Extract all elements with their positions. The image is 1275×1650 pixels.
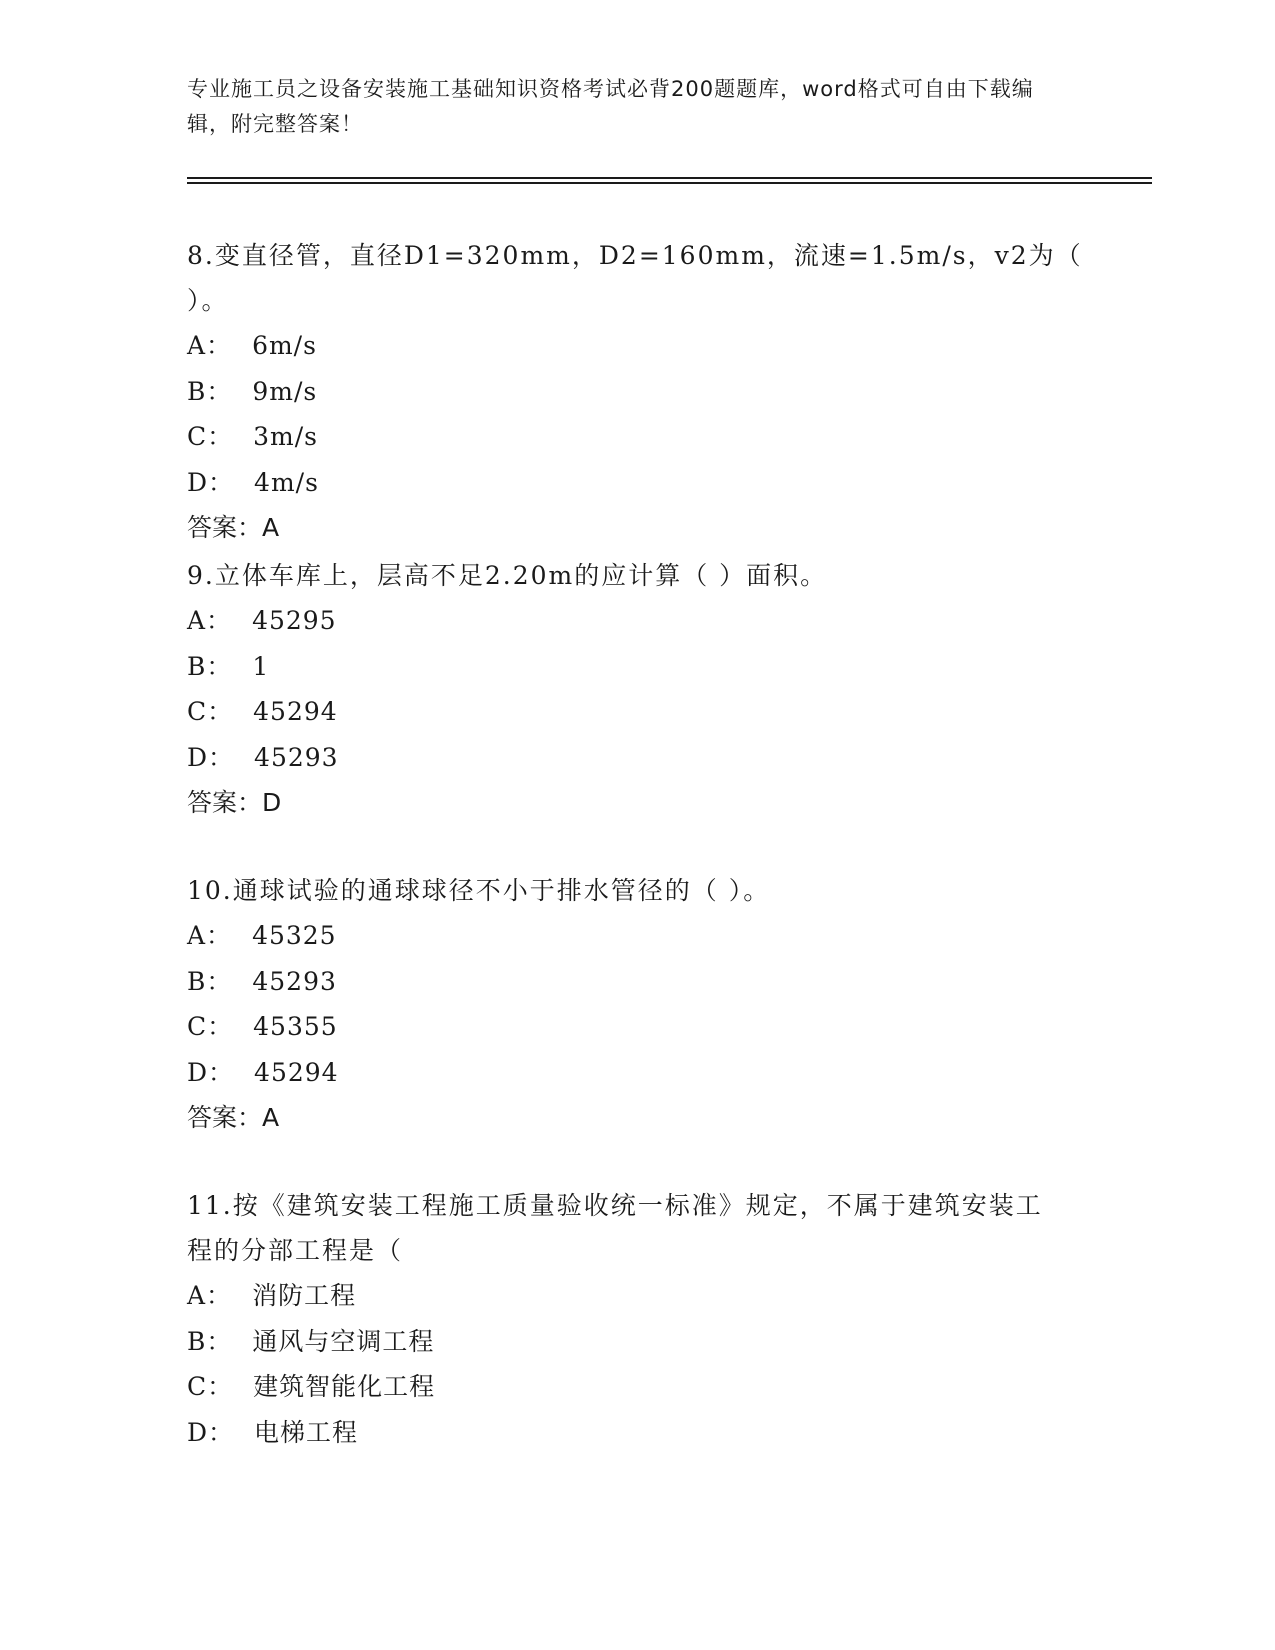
option-d	[187, 1410, 1067, 1456]
header-divider	[187, 182, 1152, 184]
option-b	[187, 644, 1087, 690]
option-b	[187, 1319, 1067, 1365]
option-text: 45294	[254, 1057, 339, 1087]
option-c	[187, 689, 1087, 735]
option-text: 45295	[252, 606, 337, 635]
answer-line: 答案：D	[187, 788, 282, 817]
option-text: 建筑智能化工程	[253, 1372, 436, 1401]
option-text: 消防工程	[252, 1281, 357, 1310]
option-label: C：	[187, 1372, 234, 1401]
option-c	[187, 1004, 1087, 1050]
option-text: 3m/s	[253, 422, 319, 451]
option-text: 45293	[254, 742, 339, 772]
question-stem: 11.按《建筑安装工程施工质量验收统一标准》规定，不属于建筑安装工程的分部工程是（	[187, 1191, 1043, 1265]
option-label: A：	[187, 1281, 233, 1310]
option-d	[187, 1050, 1087, 1096]
option-label: A：	[187, 921, 233, 950]
document-header: 专业施工员之设备安装施工基础知识资格考试必背200题题库，word格式可自由下载编辑，附完整答案！	[187, 77, 1034, 136]
option-b	[187, 959, 1087, 1005]
option-label: B：	[187, 651, 233, 681]
question-9	[187, 553, 1087, 825]
answer-line: 答案：A	[187, 513, 280, 542]
option-text: 通风与空调工程	[252, 1326, 435, 1356]
option-d	[187, 735, 1087, 781]
option-text: 45355	[253, 1012, 338, 1041]
option-text: 45294	[253, 697, 338, 726]
option-b	[187, 369, 1087, 415]
question-11	[187, 1183, 1067, 1455]
answer-line: 答案：A	[187, 1103, 280, 1132]
option-a	[187, 323, 1087, 369]
header-divider	[187, 177, 1152, 179]
option-a	[187, 1273, 1067, 1319]
option-text: 1	[252, 651, 270, 681]
option-label: C：	[187, 1012, 234, 1041]
option-label: A：	[187, 331, 233, 360]
option-a	[187, 598, 1087, 644]
option-text: 9m/s	[252, 376, 318, 406]
option-text: 电梯工程	[254, 1417, 359, 1447]
option-label: D：	[187, 467, 235, 497]
question-10	[187, 868, 1087, 1140]
question-stem: 8.变直径管，直径D1=320mm，D2=160mm，流速=1.5m/s，v2为（ ）。	[187, 241, 1083, 315]
option-label: C：	[187, 697, 234, 726]
option-text: 45325	[252, 921, 337, 950]
option-label: D：	[187, 742, 235, 772]
option-label: A：	[187, 606, 233, 635]
question-stem: 9.立体车库上，层高不足2.20m的应计算（ ）面积。	[187, 561, 828, 590]
option-text: 45293	[252, 966, 337, 996]
option-text: 4m/s	[254, 467, 319, 497]
option-a	[187, 913, 1087, 959]
option-d	[187, 460, 1087, 506]
option-label: D：	[187, 1057, 235, 1087]
option-label: B：	[187, 966, 233, 996]
option-label: B：	[187, 1326, 233, 1356]
question-8	[187, 233, 1087, 550]
option-label: C：	[187, 422, 234, 451]
question-stem: 10.通球试验的通球球径不小于排水管径的（ ）。	[187, 876, 771, 905]
option-label: B：	[187, 376, 233, 406]
option-label: D：	[187, 1417, 235, 1447]
option-c	[187, 414, 1087, 460]
option-text: 6m/s	[252, 331, 317, 360]
option-c	[187, 1364, 1067, 1410]
